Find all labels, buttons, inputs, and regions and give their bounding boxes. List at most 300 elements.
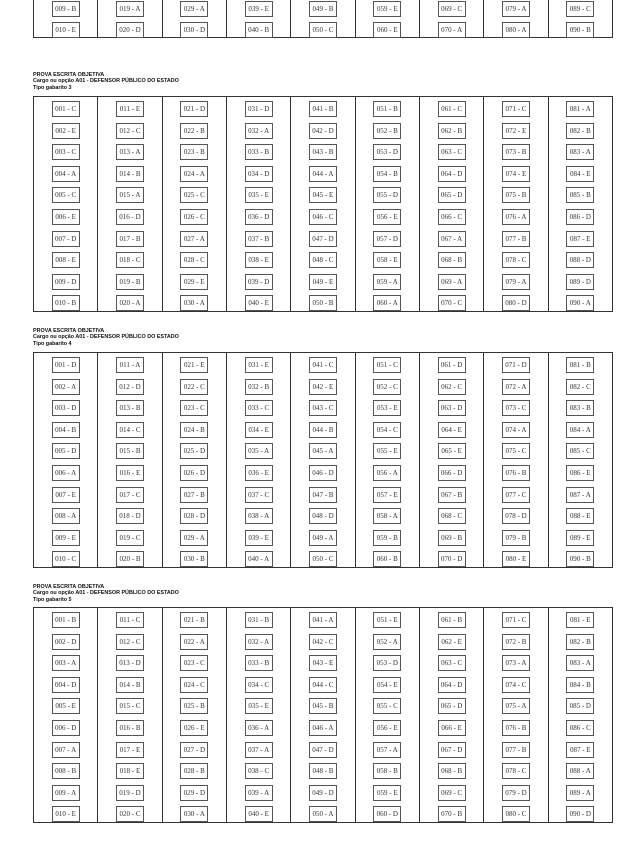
answer-column: [483, 608, 547, 822]
answer-cell: 060 - B: [373, 551, 401, 567]
answer-cell: 063 - D: [438, 400, 466, 416]
answer-cell: 002 - E: [52, 123, 80, 139]
answer-cell: 050 - B: [309, 295, 337, 311]
answer-cell: 033 - B: [245, 144, 273, 160]
answer-cell: 016 - E: [116, 465, 144, 481]
answer-cell: 090 - B: [566, 22, 594, 38]
answer-cell: 090 - B: [566, 551, 594, 567]
answer-cell: 011 - E: [116, 101, 144, 117]
answer-cell: 022 - A: [180, 634, 208, 650]
answer-cell: 020 - B: [116, 551, 144, 567]
answer-cell: 043 - E: [309, 655, 337, 671]
answer-cell: 069 - C: [438, 1, 466, 17]
answer-cell: 005 - D: [52, 443, 80, 459]
answer-cell: 030 - A: [180, 806, 208, 822]
answer-cell: 008 - B: [52, 763, 80, 779]
answer-cell: 002 - A: [52, 379, 80, 395]
section-header: [33, 72, 179, 91]
answer-column: [548, 353, 612, 567]
answer-cell: 030 - D: [180, 22, 208, 38]
answer-column: [34, 0, 97, 37]
answer-cell: 087 - E: [566, 231, 594, 247]
answer-cell: 007 - D: [52, 231, 80, 247]
answer-cell: 009 - B: [52, 1, 80, 17]
answer-cell: 089 - A: [566, 785, 594, 801]
answer-cell: 088 - A: [566, 763, 594, 779]
answer-cell: 049 - A: [309, 530, 337, 546]
answer-cell: 038 - E: [245, 252, 273, 268]
answer-cell: 086 - C: [566, 720, 594, 736]
answer-cell: 040 - E: [245, 295, 273, 311]
answer-cell: 053 - D: [373, 144, 401, 160]
answer-cell: 053 - D: [373, 655, 401, 671]
answer-cell: 050 - C: [309, 551, 337, 567]
answer-cell: 036 - E: [245, 465, 273, 481]
answer-cell: 052 - A: [373, 634, 401, 650]
answer-cell: 009 - A: [52, 785, 80, 801]
answer-cell: 080 - D: [502, 295, 530, 311]
answer-cell: 020 - C: [116, 806, 144, 822]
answer-cell: 023 - C: [180, 655, 208, 671]
answer-cell: 059 - B: [373, 530, 401, 546]
answer-cell: 070 - C: [438, 295, 466, 311]
answer-column: [162, 353, 226, 567]
answer-cell: 044 - B: [309, 422, 337, 438]
answer-cell: 083 - B: [566, 400, 594, 416]
answer-cell: 090 - A: [566, 295, 594, 311]
answer-column: [355, 608, 419, 822]
answer-cell: 051 - B: [373, 101, 401, 117]
answer-cell: 059 - A: [373, 274, 401, 290]
answer-cell: 003 - C: [52, 144, 80, 160]
answer-cell: 011 - A: [116, 357, 144, 373]
answer-cell: 042 - C: [309, 634, 337, 650]
answer-cell: 046 - D: [309, 465, 337, 481]
answer-cell: 062 - C: [438, 379, 466, 395]
answer-cell: 066 - E: [438, 720, 466, 736]
answer-cell: 071 - C: [502, 612, 530, 628]
answer-cell: 017 - C: [116, 487, 144, 503]
answer-cell: 028 - B: [180, 763, 208, 779]
answer-cell: 006 - A: [52, 465, 80, 481]
answer-cell: 006 - D: [52, 720, 80, 736]
answer-column: [290, 353, 354, 567]
answer-cell: 029 - A: [180, 1, 208, 17]
answer-cell: 045 - A: [309, 443, 337, 459]
section-cargo: Cargo ou opção A01 - DEFENSOR PÚBLICO DO ESTADO: [33, 334, 179, 341]
answer-cell: 009 - E: [52, 530, 80, 546]
answer-cell: 019 - C: [116, 530, 144, 546]
answer-cell: 014 - C: [116, 422, 144, 438]
answer-column: [483, 353, 547, 567]
answer-cell: 070 - B: [438, 806, 466, 822]
answer-cell: 027 - B: [180, 487, 208, 503]
answer-cell: 068 - B: [438, 252, 466, 268]
answer-cell: 090 - D: [566, 806, 594, 822]
answer-cell: 028 - D: [180, 508, 208, 524]
answer-cell: 005 - E: [52, 698, 80, 714]
section-tipo: Tipo gabarito 5: [33, 596, 72, 603]
answer-column: [419, 0, 483, 37]
answer-cell: 015 - B: [116, 443, 144, 459]
answer-cell: 085 - D: [566, 698, 594, 714]
answer-cell: 073 - C: [502, 400, 530, 416]
answer-cell: 048 - D: [309, 508, 337, 524]
answer-cell: 022 - C: [180, 379, 208, 395]
answer-cell: 067 - D: [438, 742, 466, 758]
answer-cell: 066 - C: [438, 209, 466, 225]
answer-cell: 018 - D: [116, 508, 144, 524]
answer-cell: 056 - E: [373, 720, 401, 736]
answer-column: [290, 97, 354, 311]
answer-cell: 085 - B: [566, 187, 594, 203]
answer-cell: 018 - C: [116, 252, 144, 268]
answer-cell: 067 - A: [438, 231, 466, 247]
answer-cell: 081 - E: [566, 612, 594, 628]
answer-cell: 024 - A: [180, 166, 208, 182]
answer-cell: 052 - C: [373, 379, 401, 395]
answer-cell: 049 - B: [309, 1, 337, 17]
answer-column: [34, 353, 97, 567]
answer-column: [355, 353, 419, 567]
answer-cell: 029 - E: [180, 274, 208, 290]
answer-column: [290, 608, 354, 822]
answer-cell: 038 - A: [245, 508, 273, 524]
answer-cell: 075 - A: [502, 698, 530, 714]
answer-cell: 051 - C: [373, 357, 401, 373]
answer-cell: 089 - D: [566, 274, 594, 290]
answer-grid-gabarito-3: [33, 96, 613, 312]
answer-cell: 010 - E: [52, 22, 80, 38]
answer-cell: 081 - A: [566, 101, 594, 117]
answer-cell: 041 - B: [309, 101, 337, 117]
answer-cell: 041 - C: [309, 357, 337, 373]
answer-cell: 050 - C: [309, 22, 337, 38]
answer-cell: 060 - A: [373, 295, 401, 311]
answer-cell: 012 - D: [116, 379, 144, 395]
answer-cell: 059 - E: [373, 1, 401, 17]
answer-cell: 066 - D: [438, 465, 466, 481]
answer-cell: 045 - E: [309, 187, 337, 203]
answer-cell: 035 - E: [245, 698, 273, 714]
answer-cell: 076 - A: [502, 209, 530, 225]
section-tipo: Tipo gabarito 4: [33, 340, 72, 347]
answer-cell: 058 - E: [373, 252, 401, 268]
answer-cell: 014 - B: [116, 677, 144, 693]
answer-cell: 056 - A: [373, 465, 401, 481]
answer-cell: 012 - C: [116, 123, 144, 139]
answer-column: [162, 608, 226, 822]
answer-cell: 039 - D: [245, 274, 273, 290]
answer-cell: 052 - B: [373, 123, 401, 139]
answer-cell: 009 - D: [52, 274, 80, 290]
answer-cell: 035 - A: [245, 443, 273, 459]
answer-cell: 018 - E: [116, 763, 144, 779]
answer-grid-gabarito-5: [33, 607, 613, 823]
answer-cell: 084 - B: [566, 677, 594, 693]
answer-cell: 023 - B: [180, 144, 208, 160]
section-title: PROVA ESCRITA OBJETIVA: [33, 72, 105, 78]
answer-column: [419, 608, 483, 822]
answer-cell: 067 - B: [438, 487, 466, 503]
answer-cell: 053 - E: [373, 400, 401, 416]
answer-cell: 084 - E: [566, 166, 594, 182]
answer-cell: 040 - E: [245, 806, 273, 822]
answer-column: [34, 608, 97, 822]
answer-cell: 069 - A: [438, 274, 466, 290]
answer-cell: 028 - C: [180, 252, 208, 268]
answer-column: [419, 353, 483, 567]
answer-column: [290, 0, 354, 37]
answer-cell: 031 - B: [245, 612, 273, 628]
answer-column: [483, 0, 547, 37]
answer-cell: 036 - D: [245, 209, 273, 225]
answer-cell: 086 - D: [566, 209, 594, 225]
answer-cell: 025 - C: [180, 187, 208, 203]
answer-cell: 076 - B: [502, 465, 530, 481]
answer-cell: 016 - D: [116, 209, 144, 225]
section-cargo: Cargo ou opção A01 - DEFENSOR PÚBLICO DO ESTADO: [33, 78, 179, 85]
answer-column: [355, 97, 419, 311]
answer-cell: 083 - A: [566, 655, 594, 671]
answer-cell: 024 - C: [180, 677, 208, 693]
answer-cell: 055 - D: [373, 187, 401, 203]
answer-cell: 013 - B: [116, 400, 144, 416]
answer-cell: 040 - A: [245, 551, 273, 567]
answer-cell: 046 - C: [309, 209, 337, 225]
answer-cell: 005 - C: [52, 187, 80, 203]
answer-cell: 068 - C: [438, 508, 466, 524]
answer-cell: 079 - A: [502, 274, 530, 290]
answer-cell: 064 - E: [438, 422, 466, 438]
answer-cell: 019 - A: [116, 1, 144, 17]
answer-cell: 078 - C: [502, 763, 530, 779]
answer-cell: 069 - B: [438, 530, 466, 546]
answer-cell: 082 - B: [566, 123, 594, 139]
answer-cell: 013 - A: [116, 144, 144, 160]
answer-cell: 026 - E: [180, 720, 208, 736]
answer-cell: 085 - C: [566, 443, 594, 459]
answer-cell: 063 - C: [438, 144, 466, 160]
answer-cell: 030 - A: [180, 295, 208, 311]
answer-cell: 054 - B: [373, 166, 401, 182]
answer-cell: 073 - B: [502, 144, 530, 160]
answer-cell: 019 - D: [116, 785, 144, 801]
answer-cell: 021 - D: [180, 101, 208, 117]
answer-cell: 027 - D: [180, 742, 208, 758]
answer-cell: 071 - C: [502, 101, 530, 117]
answer-column: [97, 608, 161, 822]
answer-cell: 039 - E: [245, 530, 273, 546]
answer-cell: 004 - A: [52, 166, 80, 182]
answer-cell: 083 - A: [566, 144, 594, 160]
answer-cell: 055 - C: [373, 698, 401, 714]
answer-cell: 070 - A: [438, 22, 466, 38]
answer-cell: 062 - E: [438, 634, 466, 650]
answer-column: [97, 353, 161, 567]
section-cargo: Cargo ou opção A01 - DEFENSOR PÚBLICO DO ESTADO: [33, 590, 179, 597]
answer-cell: 086 - E: [566, 465, 594, 481]
answer-cell: 048 - C: [309, 252, 337, 268]
answer-cell: 073 - A: [502, 655, 530, 671]
answer-cell: 015 - C: [116, 698, 144, 714]
answer-cell: 004 - B: [52, 422, 80, 438]
section-header: [33, 584, 179, 603]
answer-cell: 054 - C: [373, 422, 401, 438]
answer-column: [548, 0, 612, 37]
answer-cell: 077 - C: [502, 487, 530, 503]
answer-cell: 061 - B: [438, 612, 466, 628]
section-title: PROVA ESCRITA OBJETIVA: [33, 328, 105, 334]
answer-cell: 061 - C: [438, 101, 466, 117]
answer-cell: 032 - A: [245, 123, 273, 139]
answer-cell: 076 - B: [502, 720, 530, 736]
answer-cell: 010 - B: [52, 295, 80, 311]
answer-cell: 035 - E: [245, 187, 273, 203]
answer-cell: 065 - D: [438, 187, 466, 203]
answer-cell: 075 - C: [502, 443, 530, 459]
answer-cell: 050 - A: [309, 806, 337, 822]
answer-cell: 081 - B: [566, 357, 594, 373]
answer-cell: 060 - D: [373, 806, 401, 822]
answer-cell: 054 - E: [373, 677, 401, 693]
answer-column: [97, 0, 161, 37]
answer-cell: 017 - B: [116, 231, 144, 247]
answer-cell: 042 - D: [309, 123, 337, 139]
answer-cell: 060 - E: [373, 22, 401, 38]
section-header: [33, 328, 179, 347]
answer-cell: 079 - A: [502, 1, 530, 17]
answer-cell: 025 - B: [180, 698, 208, 714]
answer-cell: 020 - A: [116, 295, 144, 311]
answer-cell: 034 - D: [245, 166, 273, 182]
answer-cell: 001 - C: [52, 101, 80, 117]
answer-cell: 042 - E: [309, 379, 337, 395]
answer-cell: 056 - E: [373, 209, 401, 225]
answer-cell: 004 - D: [52, 677, 80, 693]
answer-cell: 043 - B: [309, 144, 337, 160]
answer-cell: 077 - B: [502, 742, 530, 758]
answer-cell: 058 - B: [373, 763, 401, 779]
answer-cell: 034 - E: [245, 422, 273, 438]
section-tipo: Tipo gabarito 3: [33, 84, 72, 91]
answer-cell: 031 - E: [245, 357, 273, 373]
answer-cell: 040 - B: [245, 22, 273, 38]
answer-cell: 002 - D: [52, 634, 80, 650]
answer-column: [548, 608, 612, 822]
answer-cell: 036 - A: [245, 720, 273, 736]
answer-cell: 001 - D: [52, 357, 80, 373]
answer-cell: 032 - B: [245, 379, 273, 395]
answer-cell: 021 - B: [180, 612, 208, 628]
answer-cell: 058 - A: [373, 508, 401, 524]
answer-cell: 064 - D: [438, 166, 466, 182]
answer-cell: 014 - B: [116, 166, 144, 182]
answer-cell: 046 - A: [309, 720, 337, 736]
answer-cell: 082 - C: [566, 379, 594, 395]
answer-cell: 062 - B: [438, 123, 466, 139]
answer-column: [419, 97, 483, 311]
answer-cell: 026 - D: [180, 465, 208, 481]
answer-column: [97, 97, 161, 311]
section-title: PROVA ESCRITA OBJETIVA: [33, 584, 105, 590]
answer-cell: 074 - A: [502, 422, 530, 438]
answer-cell: 010 - E: [52, 806, 80, 822]
answer-column: [226, 608, 290, 822]
answer-cell: 029 - D: [180, 785, 208, 801]
answer-cell: 088 - E: [566, 508, 594, 524]
answer-cell: 007 - A: [52, 742, 80, 758]
answer-cell: 017 - E: [116, 742, 144, 758]
answer-cell: 037 - A: [245, 742, 273, 758]
answer-cell: 039 - E: [245, 1, 273, 17]
answer-cell: 030 - B: [180, 551, 208, 567]
answer-cell: 003 - D: [52, 400, 80, 416]
answer-cell: 049 - D: [309, 785, 337, 801]
answer-column: [162, 97, 226, 311]
answer-cell: 089 - C: [566, 1, 594, 17]
answer-cell: 016 - B: [116, 720, 144, 736]
answer-cell: 077 - B: [502, 231, 530, 247]
answer-cell: 078 - D: [502, 508, 530, 524]
answer-cell: 031 - D: [245, 101, 273, 117]
answer-cell: 069 - C: [438, 785, 466, 801]
answer-cell: 007 - E: [52, 487, 80, 503]
answer-cell: 072 - A: [502, 379, 530, 395]
answer-cell: 034 - C: [245, 677, 273, 693]
answer-cell: 072 - E: [502, 123, 530, 139]
answer-cell: 080 - A: [502, 22, 530, 38]
answer-cell: 080 - C: [502, 806, 530, 822]
answer-cell: 048 - B: [309, 763, 337, 779]
answer-cell: 087 - A: [566, 487, 594, 503]
answer-column: [548, 97, 612, 311]
answer-cell: 026 - C: [180, 209, 208, 225]
answer-grid-gabarito-4: [33, 352, 613, 568]
answer-cell: 044 - A: [309, 166, 337, 182]
answer-cell: 047 - D: [309, 742, 337, 758]
answer-cell: 075 - B: [502, 187, 530, 203]
answer-cell: 033 - B: [245, 655, 273, 671]
answer-cell: 043 - C: [309, 400, 337, 416]
answer-cell: 079 - B: [502, 530, 530, 546]
answer-cell: 006 - E: [52, 209, 80, 225]
answer-column: [355, 0, 419, 37]
answer-cell: 057 - E: [373, 487, 401, 503]
answer-cell: 025 - D: [180, 443, 208, 459]
answer-column: [226, 0, 290, 37]
answer-column: [226, 353, 290, 567]
answer-cell: 015 - A: [116, 187, 144, 203]
answer-cell: 033 - C: [245, 400, 273, 416]
answer-cell: 088 - D: [566, 252, 594, 268]
answer-column: [483, 97, 547, 311]
answer-cell: 047 - D: [309, 231, 337, 247]
answer-cell: 078 - C: [502, 252, 530, 268]
answer-cell: 072 - B: [502, 634, 530, 650]
answer-cell: 003 - A: [52, 655, 80, 671]
answer-cell: 032 - A: [245, 634, 273, 650]
answer-cell: 080 - E: [502, 551, 530, 567]
answer-cell: 047 - B: [309, 487, 337, 503]
answer-cell: 079 - D: [502, 785, 530, 801]
answer-cell: 029 - A: [180, 530, 208, 546]
answer-cell: 071 - D: [502, 357, 530, 373]
answer-cell: 044 - C: [309, 677, 337, 693]
answer-cell: 041 - A: [309, 612, 337, 628]
answer-column: [226, 97, 290, 311]
answer-cell: 074 - E: [502, 166, 530, 182]
